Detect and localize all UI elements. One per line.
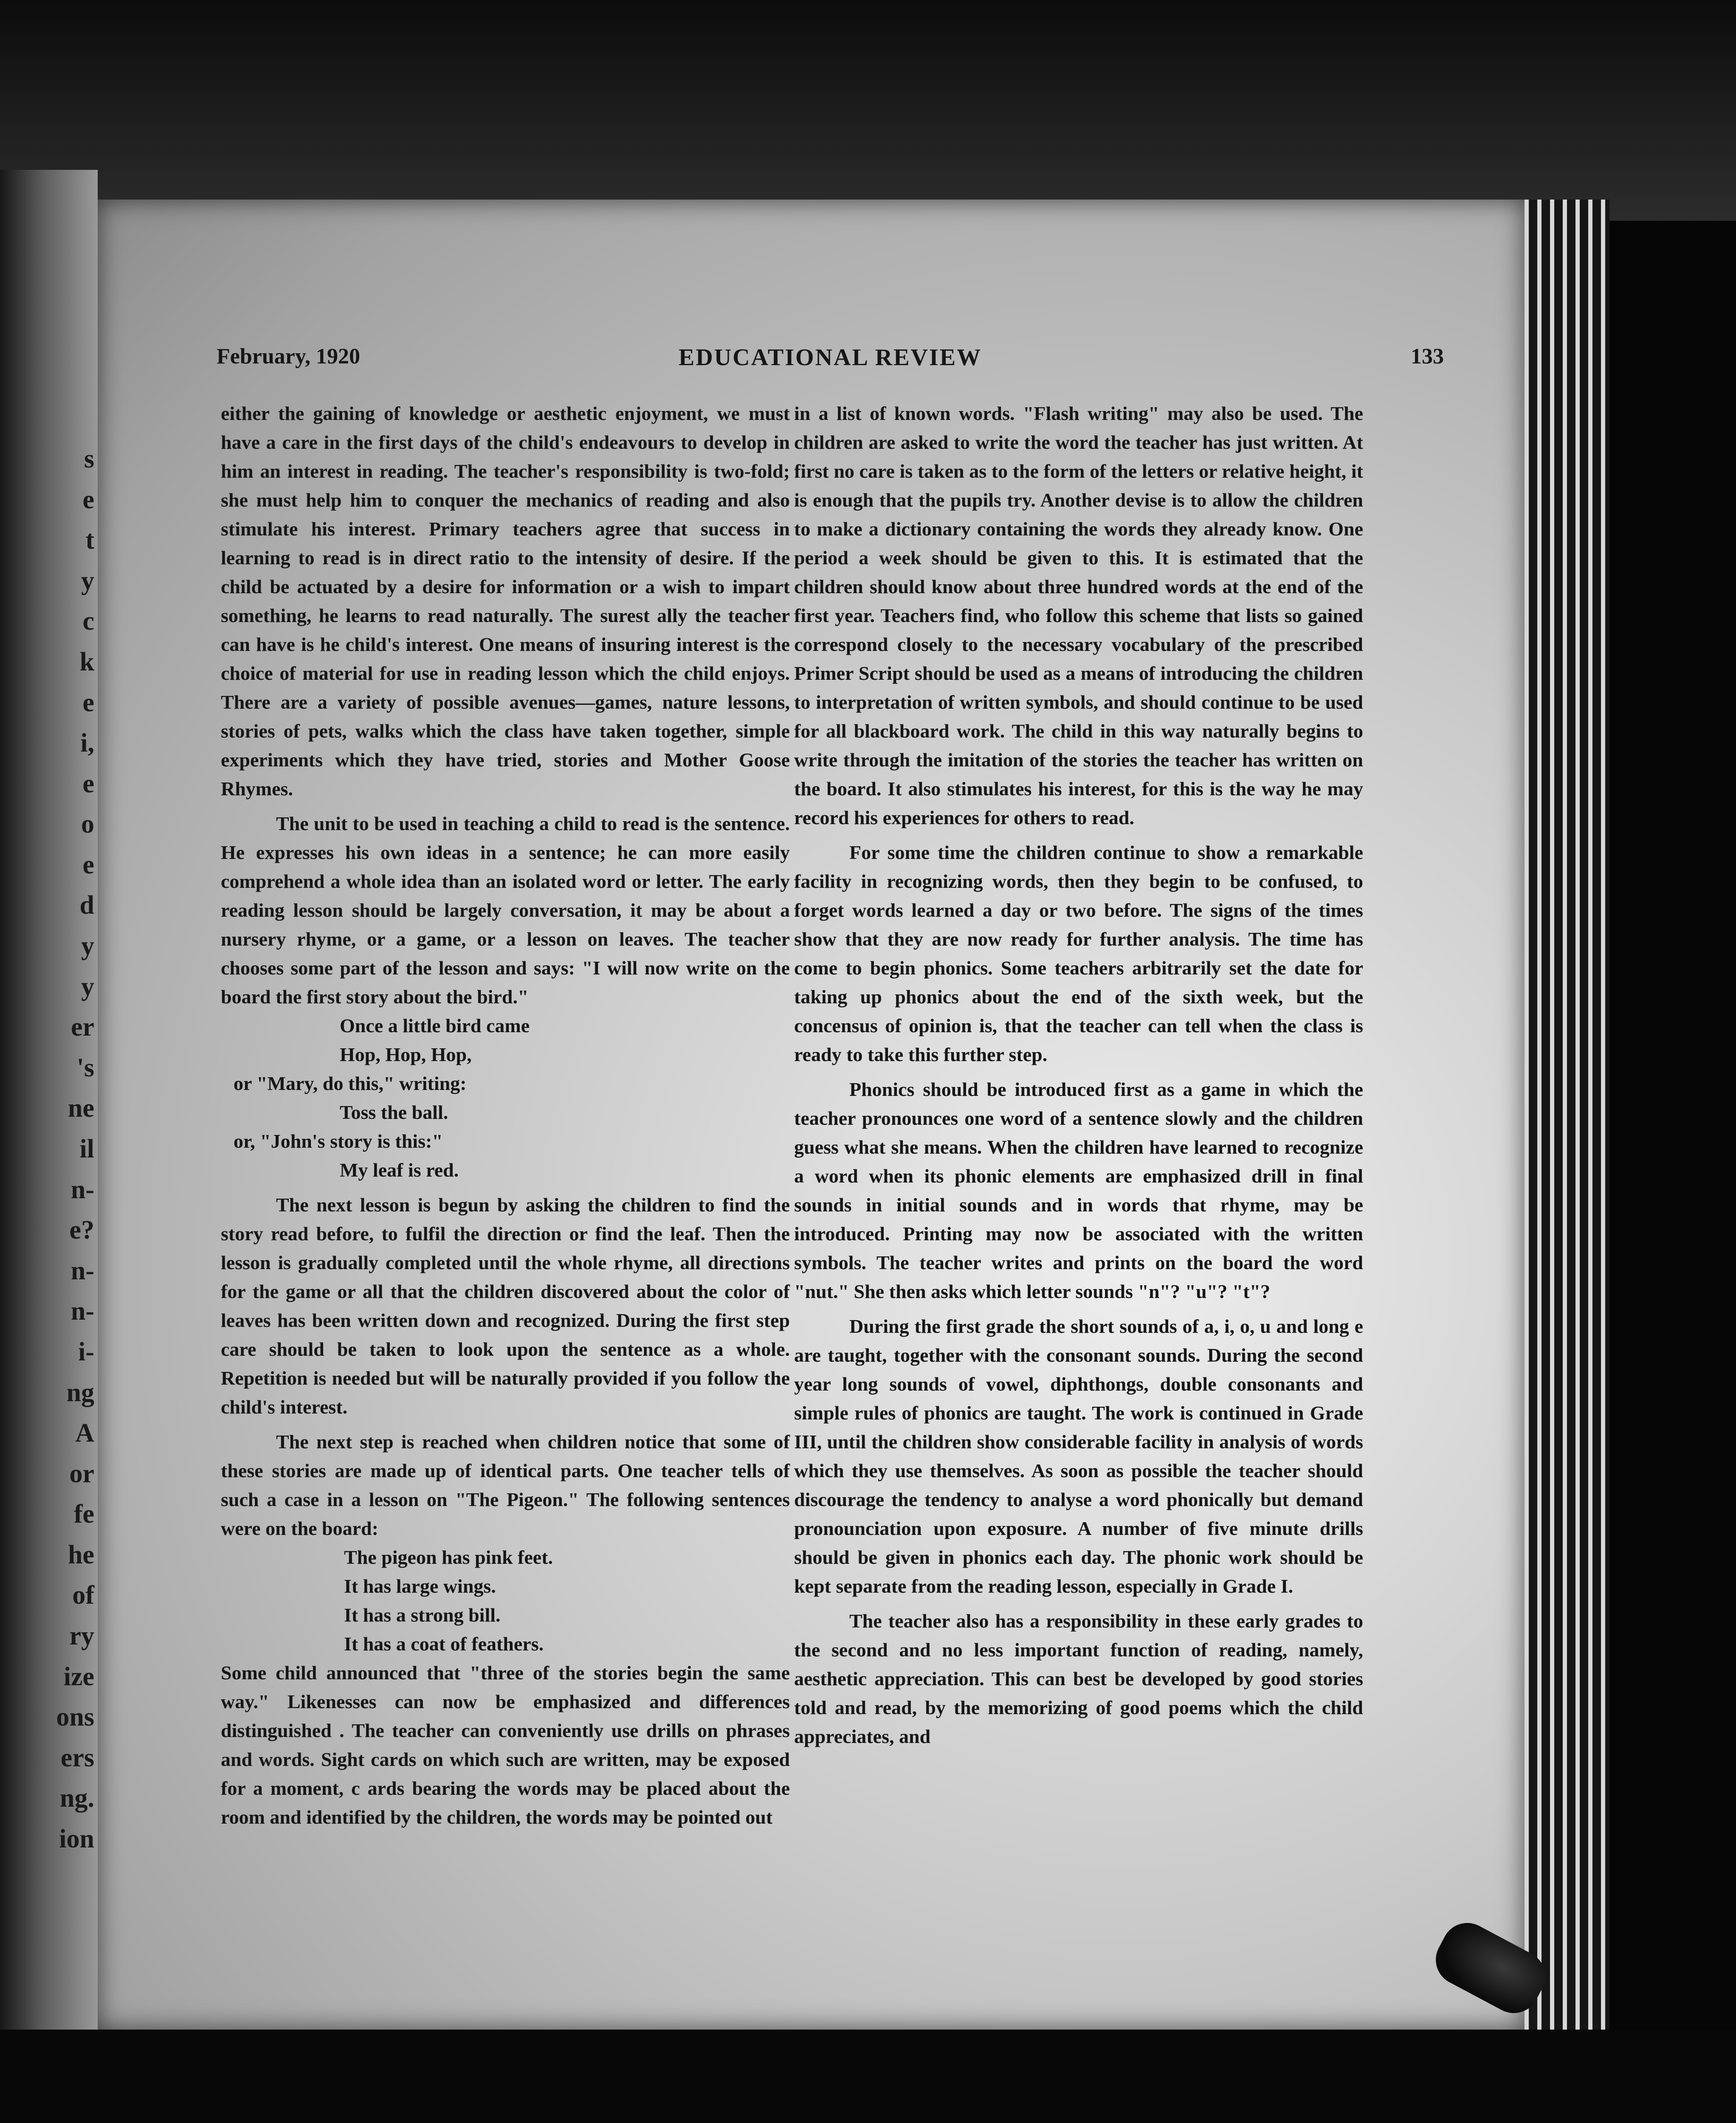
margin-fragment: c xyxy=(82,607,94,636)
margin-fragment: y xyxy=(81,566,94,595)
margin-fragment: s xyxy=(84,445,94,473)
margin-fragment: t xyxy=(85,526,94,555)
margin-fragment: 's xyxy=(76,1053,94,1082)
background-top xyxy=(0,0,1736,221)
running-head xyxy=(217,344,1444,378)
left-column xyxy=(221,399,790,2013)
paragraph: Phonics should be introduced first as a game in which the teacher pronounces one word of a sentence slowly and the children guess what she means. When the children have learned to recognize a word when its phonic elements are emphasized drill in final sounds in initial sounds and in words that rhyme, may be introduced. Printing may now be associated with the written symbols. The teacher writes and prints on the board the word "nut." She then asks which letter sounds "n"? "u"? "t"? xyxy=(794,1078,1363,1302)
margin-fragment: ons xyxy=(56,1703,94,1732)
paragraph: The unit to be used in teaching a child to read is the sentence. He expresses his own ideas in a sentence; he can more easily comprehend a whole idea than an isolated word or letter. The early reading lesson should be largely conversation, it may be about a nursery rhyme, or a game, or a lesson on leaves. The teacher chooses some part of the lesson and says: "I will now write on the board the first story about the bird." xyxy=(221,813,790,1008)
margin-fragment: k xyxy=(79,648,94,676)
lead-line: or, "John's story is this:" xyxy=(234,1130,443,1152)
sentence-line: It has large wings. xyxy=(344,1575,496,1597)
paragraph: Some child announced that "three of the stories begin the same way." Likenesses can now be emphasized and differences distinguished . The teacher can conveniently use drills on phrases and words. Sight cards on which such are written, may be exposed for a moment, c ards bearing the words may be placed about the room and identified by the children, the words may be pointed out xyxy=(221,1662,790,1828)
sentence-line: It has a coat of feathers. xyxy=(344,1633,544,1655)
margin-fragment: il xyxy=(79,1135,94,1163)
margin-fragment: ion xyxy=(59,1825,94,1853)
margin-fragment: e xyxy=(82,485,94,514)
margin-fragment: y xyxy=(81,972,94,1001)
margin-fragment: i, xyxy=(80,729,94,757)
margin-fragment: ne xyxy=(68,1094,94,1123)
sentence-line: The pigeon has pink feet. xyxy=(344,1546,553,1568)
margin-fragment: ize xyxy=(63,1662,94,1691)
margin-fragment: n- xyxy=(70,1175,94,1204)
margin-fragment: d xyxy=(79,891,94,920)
journal-title: EDUCATIONAL REVIEW xyxy=(678,344,982,371)
margin-fragment: he xyxy=(68,1540,94,1569)
background-bottom xyxy=(0,2030,1736,2123)
margin-fragment: ry xyxy=(69,1622,94,1650)
lead-line: or "Mary, do this," writing: xyxy=(234,1073,467,1094)
margin-fragment: e xyxy=(82,769,94,798)
paragraph: The teacher also has a responsibility in these early grades to the second and no less important function of reading, namely, aesthetic appreciation. This can best be developed by good stories told and read, by the memorizing of good poems which the child appreciates, and xyxy=(794,1610,1363,1747)
verse-line: Hop, Hop, Hop, xyxy=(340,1044,472,1065)
issue-date: February, 1920 xyxy=(217,344,360,369)
page-number: 133 xyxy=(1411,344,1444,369)
margin-fragment: e xyxy=(82,688,94,717)
paragraph: either the gaining of knowledge or aesthetic enjoyment, we must have a care in the first days of the child's endeavours to develop in him an interest in reading. The teacher's responsibility is two-fold; she must help him to conquer the mechanics of reading and also stimulate his interest. Primary teachers agree that success in learning to read is in direct ratio to the intensity of desire. If the child be actuated by a desire for information or a wish to impart something, he learns to read naturally. The surest ally the teacher can have is he child's interest. One means of insuring interest is the choice of material for use in reading lesson which the child enjoys. There are a variety of possible avenues—games, nature lessons, stories of pets, walks which the class have taken together, simple experiments which they have tried, stories and Mother Goose Rhymes. xyxy=(221,403,790,800)
margin-fragment: i- xyxy=(78,1337,94,1366)
right-column xyxy=(794,399,1363,2013)
margin-fragment: A xyxy=(75,1419,94,1447)
verse-line: My leaf is red. xyxy=(340,1159,459,1181)
margin-fragment: fe xyxy=(73,1500,94,1529)
paragraph: in a list of known words. "Flash writing" may also be used. The children are asked to write the word the teacher has just written. At first no care is taken as to the form of the letters or relative height, it is enough that the pupils try. Another devise is to allow the children to make a dictionary containing the words they already know. One period a week should be given to this. It is estimated that the children should know about three hundred words at the end of the first year. Teachers find, who follow this scheme that lists so gained correspond closely to the necessary vocabulary of the prescribed Primer Script should be used as a means of introducing the children to interpretation of written symbols, and should continue to be used for all blackboard work. The child in this way naturally begins to write through the imitation of the stories the teacher has written on the board. It also stimulates his interest, for this is the way he may record his experiences for others to read. xyxy=(794,403,1363,828)
verse-line: Once a little bird came xyxy=(340,1015,530,1036)
sentence-line: It has a strong bill. xyxy=(344,1604,501,1626)
margin-fragment: n- xyxy=(70,1256,94,1285)
margin-fragment: e? xyxy=(69,1216,94,1245)
paragraph: For some time the children continue to show a remarkable facility in recognizing words, then they begin to be confused, to forget words learned a day or two before. The signs of the times show that they are now ready for further analysis. The time has come to begin phonics. Some teachers arbitrarily set the date for taking up phonics about the end of the sixth week, but the concensus of opinion is, that the teacher can tell when the class is ready to take this further step. xyxy=(794,842,1363,1065)
margin-fragment: of xyxy=(72,1581,94,1610)
margin-fragment: y xyxy=(81,932,94,960)
margin-fragment: ng xyxy=(66,1378,94,1407)
verse-line: Toss the ball. xyxy=(340,1101,448,1123)
margin-fragment: o xyxy=(81,810,94,839)
margin-fragment: ng. xyxy=(60,1784,94,1813)
paragraph: The next step is reached when children notice that some of these stories are made up of identical parts. One teacher tells of such a case in a lesson on "The Pigeon." The following sentences were on the board: xyxy=(221,1431,790,1539)
paragraph: During the first grade the short sounds of a, i, o, u and long e are taught, together with the consonant sounds. During the second year long sounds of vowel, diphthongs, double consonants and simple rules of phonics are taught. The work is continued in Grade III, until the children show considerable facility in analysis of words which they use themselves. As soon as possible the teacher should discourage the tendency to analyse a word phonically but demand pronounciation upon exposure. A number of five minute drills should be given in phonics each day. The phonic work should be kept separate from the reading lesson, especially in Grade I. xyxy=(794,1315,1363,1597)
margin-fragment: n- xyxy=(70,1297,94,1326)
page-stack-edges xyxy=(1525,200,1609,2030)
margin-fragment: or xyxy=(69,1459,94,1488)
facing-page-edge xyxy=(0,170,98,2123)
book-page xyxy=(98,200,1525,2030)
margin-fragment: e xyxy=(82,850,94,879)
margin-fragment: er xyxy=(70,1013,94,1042)
paragraph: The next lesson is begun by asking the children to find the story read before, to fulfil the direction or find the leaf. Then the lesson is gradually completed until the whole rhyme, all directions for the game or all that the children discovered about the color of leaves has been written down and recognized. During the first step care should be taken to look upon the sentence as a whole. Repetition is needed but will be naturally provided if you follow the child's interest. xyxy=(221,1194,790,1418)
margin-fragment: ers xyxy=(60,1743,94,1772)
